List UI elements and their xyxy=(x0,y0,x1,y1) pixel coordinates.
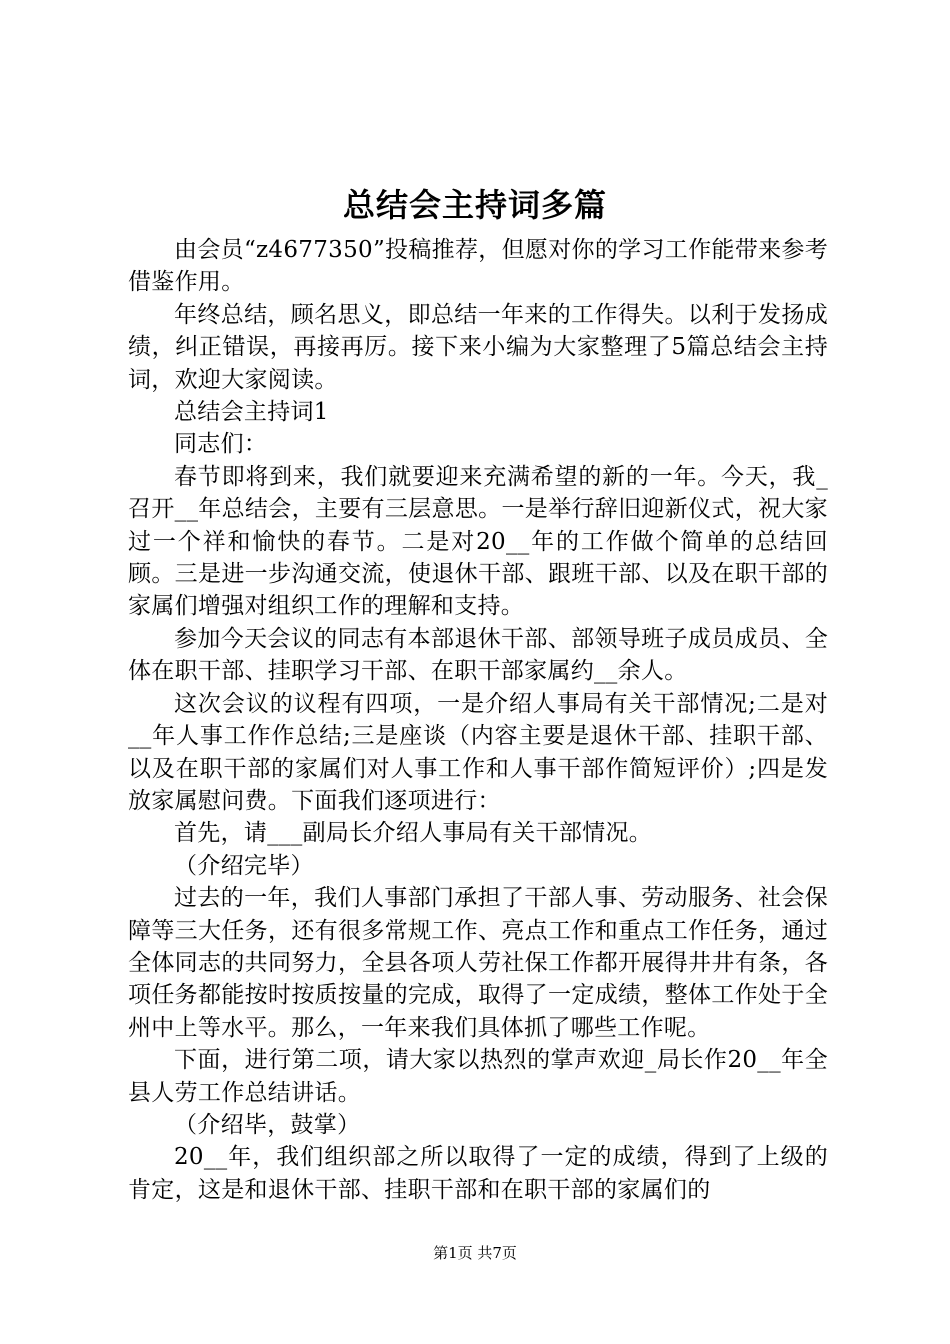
page-footer: 第1页 共7页 xyxy=(433,1244,517,1262)
paragraph-note: （介绍毕，鼓掌） xyxy=(174,1111,361,1138)
paragraph: 春节即将到来，我们就要迎来充满希望的新的一年。今天，我_召开__年总结会，主要有三层意思。一是举行辞旧迎新仪式，祝大家过一个祥和愉快的春节。二是对20__年的工作做个简单的总结回顾。三是进一步沟通交流，使退休干部、跟班干部、以及在职干部的家属们增强对组织工作的理解和支持。 xyxy=(128,463,828,620)
paragraph: 下面，进行第二项，请大家以热烈的掌声欢迎_局长作20__年全县人劳工作总结讲话。 xyxy=(128,1047,828,1106)
paragraph: 首先，请___副局长介绍人事局有关干部情况。 xyxy=(174,820,653,847)
section-heading: 总结会主持词1 xyxy=(174,399,329,426)
paragraph: 这次会议的议程有四项，一是介绍人事局有关干部情况;二是对__年人事工作作总结;三是座谈（内容主要是退休干部、挂职干部、以及在职干部的家属们对人事工作和人事干部作简短评价）;四是发放家属慰问费。下面我们逐项进行： xyxy=(128,690,828,814)
document-title: 总结会主持词多篇 xyxy=(342,186,607,224)
document-body xyxy=(128,234,828,1206)
paragraph-note: （介绍完毕） xyxy=(174,852,314,879)
paragraph: 参加今天会议的同志有本部退休干部、部领导班子成员成员、全体在职干部、挂职学习干部、在职干部家属约__余人。 xyxy=(128,625,828,685)
paragraph-intro: 由会员“z4677350”投稿推荐，但愿对你的学习工作能带来参考借鉴作用。 xyxy=(128,237,828,296)
paragraph-salutation: 同志们： xyxy=(174,431,268,458)
paragraph: 20__年，我们组织部之所以取得了一定的成绩，得到了上级的肯定，这是和退休干部、挂职干部和在职干部的家属们的 xyxy=(128,1144,828,1203)
paragraph: 过去的一年，我们人事部门承担了干部人事、劳动服务、社会保障等三大任务，还有很多常规工作、亮点工作和重点工作任务，通过全体同志的共同努力，全县各项人劳社保工作都开展得井井有条，各项任务都能按时按质按量的完成，取得了一定成绩，整体工作处于全州中上等水平。那么，一年来我们具体抓了哪些工作呢。 xyxy=(128,885,828,1041)
paragraph-summary: 年终总结，顾名思义，即总结一年来的工作得失。以利于发扬成绩，纠正错误，再接再厉。接下来小编为大家整理了5篇总结会主持词，欢迎大家阅读。 xyxy=(128,301,828,393)
